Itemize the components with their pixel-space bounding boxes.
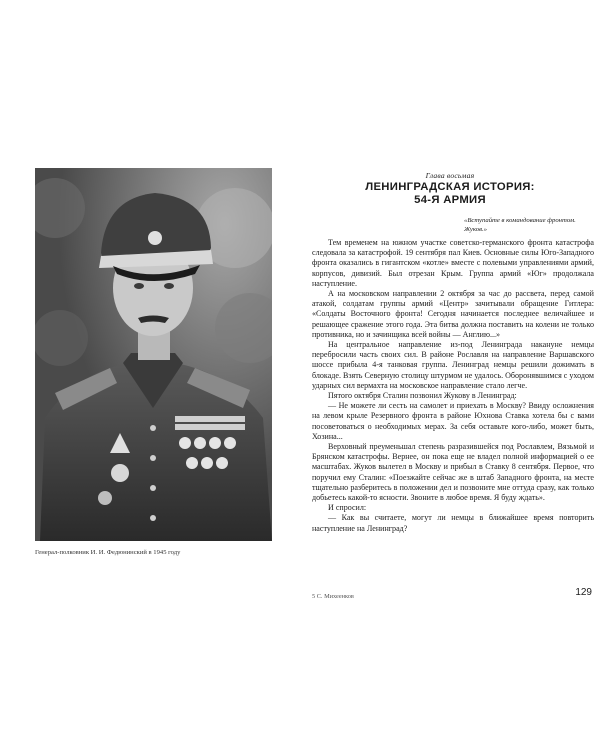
paragraph-7: И спросил:	[328, 503, 367, 513]
paragraph-5: — Не можете ли сесть на самолет и приехать в Москву? Ввиду осложнения на левом крыле Резервного фронта в районе Юхнова Ставка хотела бы с вами посоветоваться о необходимых мерах. За себя оставьте кого-либо, может быть, Хозина...	[312, 401, 594, 441]
paragraph-3: На центральное направление из-под Ленинграда накануне немцы перебросили часть своих сил. В районе Рославля на направление Варшавского шоссе прибыла 4-я танковая группа. Ленинград немцы решили дожимать в блокаде. Взять Северную столицу штурмом не удалось. Оборонявшимся с уходом ударных сил вермахта на московское направление стало легче.	[312, 340, 594, 390]
paragraph-6: Верховный преуменьшал степень разразившейся под Рославлем, Вязьмой и Брянском катастрофы. Вернее, он пока еще не владел полной информацией о ее масштабах. Жуков вылетел в Москву и прибыл в Ставку 8 сентября. Первое, что поручил ему Сталин: «Поезжайте сейчас же в штаб Западного фронта, на месте тщательно разберитесь в положении дел и позвоните мне оттуда сразу, как только добьетесь какой-то ясности. Звоните в любое время. Я буду ждать».	[312, 442, 594, 503]
epigraph	[464, 217, 589, 234]
chapter-title	[300, 181, 600, 206]
portrait-illustration	[35, 168, 272, 541]
paragraph-4: Пятого октября Сталин позвонил Жукову в Ленинград:	[328, 391, 517, 401]
photo-caption: Генерал-полковник И. И. Федюнинский в 1945 году	[35, 549, 181, 556]
right-page	[300, 0, 600, 750]
chapter-label: Глава восьмая	[425, 171, 475, 180]
paragraph-2: А на московском направлении 2 октября за час до рассвета, перед самой атакой, солдатам группы армий «Центр» зачитывали обращение Гитлера: «Солдаты Восточного фронта! Сегодня начинается последнее величайшее и решающее сражение этого года. Эта битва должна поставить на колени не только противника, но и зачинщика всей войны — Англию...»	[312, 289, 594, 339]
paragraph-1: Тем временем на южном участке советско-германского фронта катастрофа следовала за катастрофой. 19 сентября пал Киев. Основные силы Юго-Западного фронта оказались в гигантском «котле» вместе с полевыми управлениями армий, корпусов, дивизий. Был отрезан Крым. Группа армий «Юг» продолжала наступление.	[312, 238, 594, 288]
body-text	[312, 238, 594, 534]
page-number: 129	[575, 587, 592, 598]
paragraph-8: — Как вы считаете, могут ли немцы в ближайшее время повторить наступление на Ленинград?	[312, 513, 594, 533]
epigraph-line-1: «Вступайте в командование фронтом.	[464, 217, 576, 224]
chapter-title-line-1: ЛЕНИНГРАДСКАЯ ИСТОРИЯ:	[365, 181, 535, 193]
epigraph-line-2: Жуков.»	[464, 225, 488, 233]
signature-mark: 5 С. Михеенков	[312, 593, 354, 600]
portrait-photo	[35, 168, 272, 541]
chapter-title-line-2: 54-Я АРМИЯ	[414, 193, 486, 206]
